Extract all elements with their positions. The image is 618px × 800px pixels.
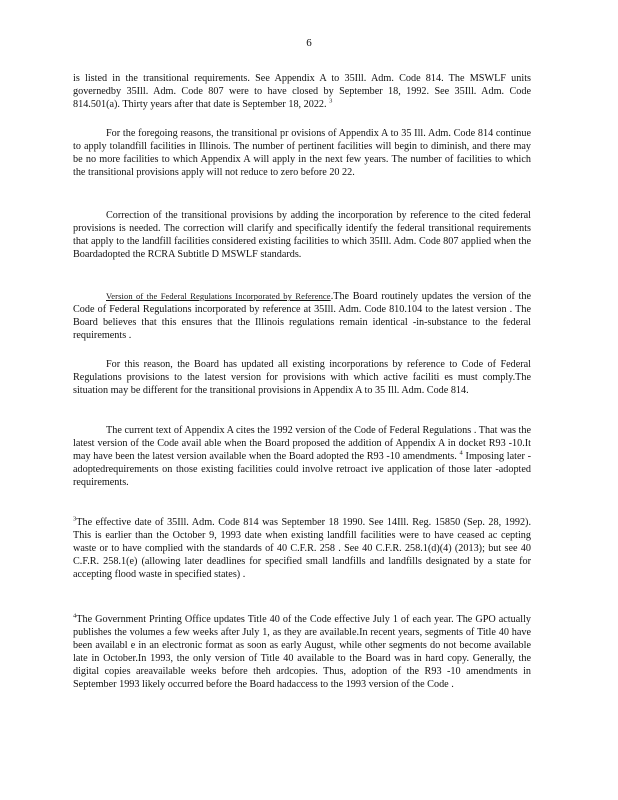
paragraph-1 bbox=[73, 72, 531, 111]
paragraph-6 bbox=[73, 424, 531, 489]
paragraph-4-text: .The Board routinely updates the version of the Code of Federal Regulations incorporated by reference at 35Ill. Adm. Code 810.104 to the latest version . The Board believes that this ensures that the Illinois regulations remain identical -in-substance to the federal requirements . bbox=[73, 291, 531, 341]
paragraph-6-text-b: Imposing later -adoptedrequirements on those existing facilities could involve retroact ive application of those later -adopted requirements. bbox=[73, 451, 532, 488]
footnote-ref-4: 4 bbox=[459, 449, 463, 457]
footnote-4-mark: 4 bbox=[73, 612, 77, 620]
footnote-ref-3: 3 bbox=[329, 97, 333, 105]
footnote-4-text: The Government Printing Office updates Title 40 of the Code effective July 1 of each year. The GPO actually publishes the volumes a few weeks after July 1, as they are available.In recent years, segments of Title 40 have been availabl e in an electronic format as soon as early August, while other segments do not become available late in October.In 1993, the only version of Title 40 available to the Board was in hard copy. Generally, the digital copies areavailable weeks before theh ardcopies. Thus, adoption of the R93 -10 amendments in September 1993 likely occurred before the Board hadaccess to the 1993 version of the Code . bbox=[73, 614, 531, 690]
paragraph-4 bbox=[73, 290, 531, 342]
footnote-3 bbox=[73, 516, 531, 581]
paragraph-3: Correction of the transitional provisions by adding the incorporation by reference to the cited federal provisions is needed. The correction will clarify and specifically identify the federal transitional requirements that apply to the landfill facilities considered existing facilities to which 35Ill. Adm. Code 807 applied when the Boardadopted the RCRA Subtitle D MSWLF standards. bbox=[73, 210, 531, 260]
paragraph-2: For the foregoing reasons, the transitional pr ovisions of Appendix A to 35 Ill. Adm. Code 814 continue to apply tolandfill facilities in Illinois. The number of pertinent facilities will begin to diminish, and there may be no more facilities to which Appendix A will apply in the next few years. The number of facilities to which the transitional provisions apply will not reduce to zero before 20 22. bbox=[73, 128, 531, 178]
paragraph-5: For this reason, the Board has updated all existing incorporations by reference to Code of Federal Regulations provisions to the latest version for provisions with which active faciliti es must comply.The situation may be different for the transitional provisions in Appendix A to 35 Ill. Adm. Code 814. bbox=[73, 359, 531, 396]
section-heading: Version of the Federal Regulations Incorporated by Reference bbox=[106, 291, 331, 301]
page-number: 6 bbox=[306, 37, 312, 49]
footnote-3-mark: 3 bbox=[73, 515, 77, 523]
footnote-4 bbox=[73, 613, 531, 691]
footnote-3-text: The effective date of 35Ill. Adm. Code 814 was September 18 1990. See 14Ill. Reg. 15850 (Sep. 28, 1992). This is earlier than the October 9, 1993 date when existing landfill facilities were to have ceased ac cepting waste or to have complied with the standards of 40 C.F.R. 258 . See 40 C.F.R. 258.1(d)(4) (2013); but see 40 C.F.R. 258.1(e) (allowing later deadlines for specified small landfills and landfills designated by a state for accepting flood waste in specified states) . bbox=[73, 517, 531, 580]
paragraph-6-text-a: The current text of Appendix A cites the 1992 version of the Code of Federal Regulations . That was the latest version of the Code avail able when the Board proposed the addition of Appendix A in docket R93 -10.It may have been the latest version available when the Board adopted the R93 -10 amendments. bbox=[73, 425, 531, 462]
paragraph-1-text: is listed in the transitional requirements. See Appendix A to 35Ill. Adm. Code 814. The MSWLF units governedby 35Ill. Adm. Code 807 were to have closed by September 18, 1992. See 35Ill. Adm. Code 814.501(a). Thirty years after that date is September 18, 2022. bbox=[73, 73, 531, 110]
